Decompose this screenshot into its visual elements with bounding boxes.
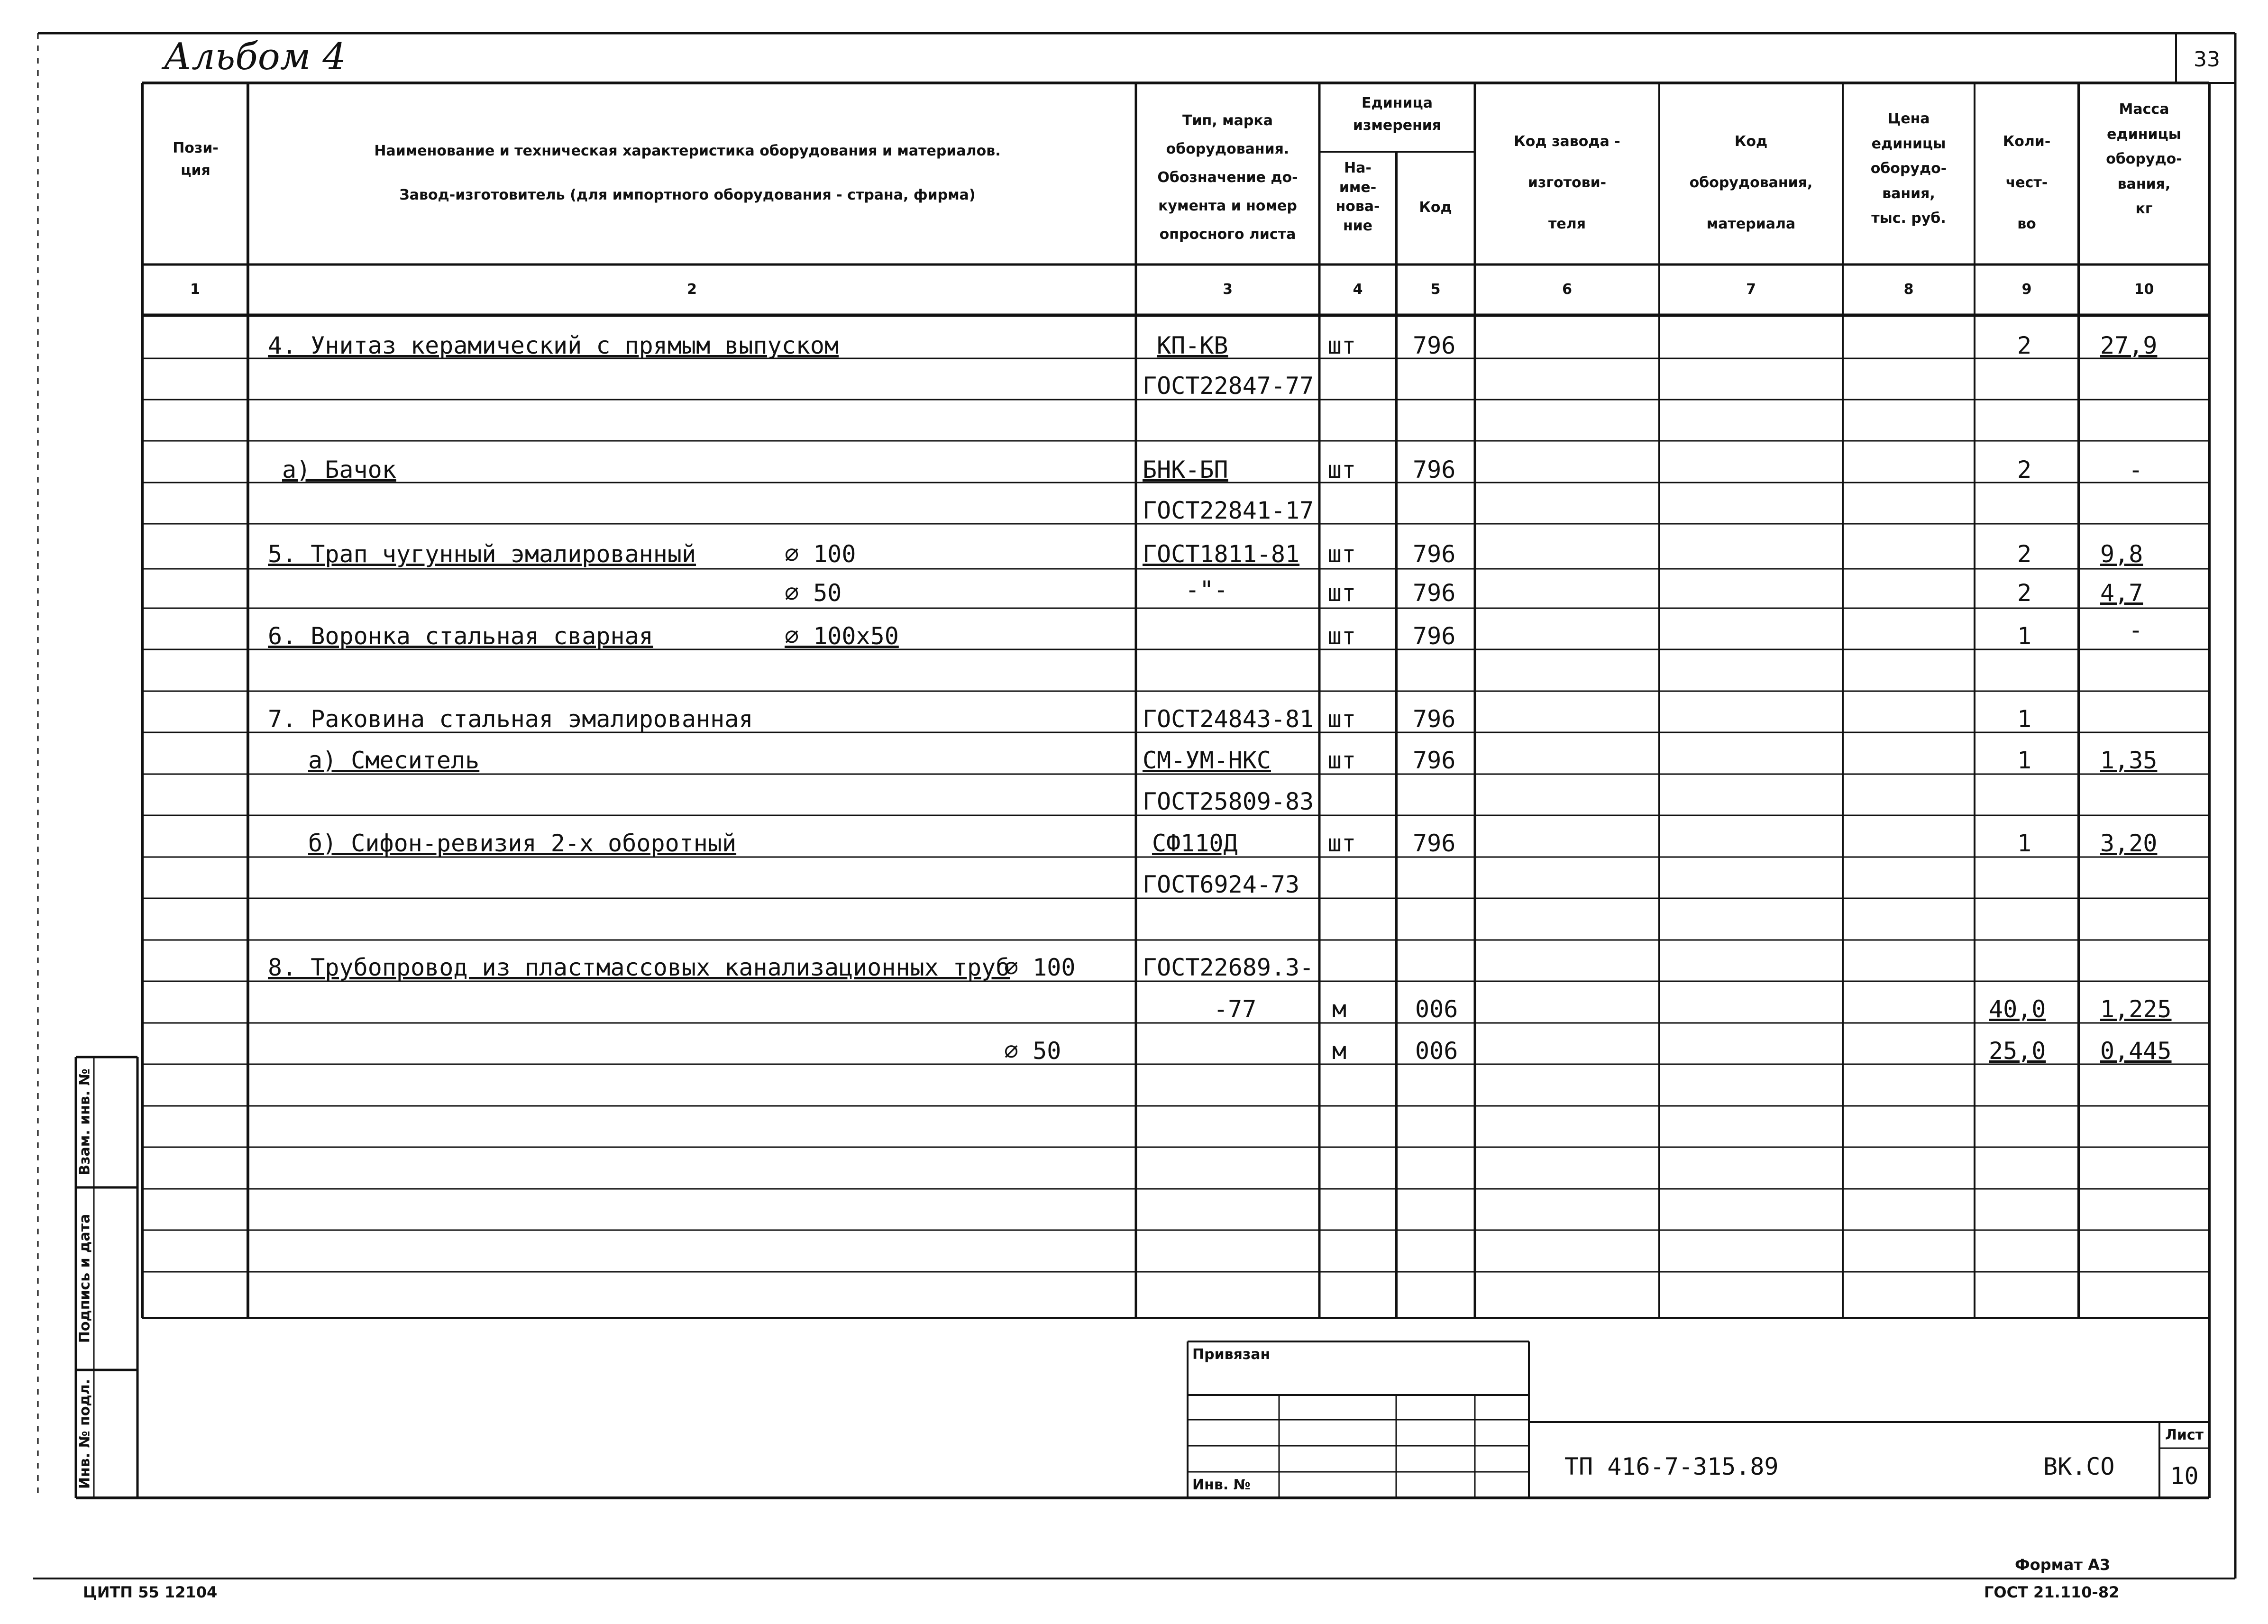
item-mass: 1,225 — [2100, 995, 2172, 1023]
col-num-7: 7 — [1746, 281, 1756, 298]
document-mark: ВК.СО — [2043, 1453, 2115, 1480]
sheet-label: Лист — [2165, 1427, 2204, 1443]
format-label: Формат А3 — [2015, 1556, 2111, 1574]
item-unit: шт — [1327, 456, 1356, 484]
col-num-10: 10 — [2134, 281, 2154, 298]
stamp-replaced-inv-label: Взам. инв. № — [76, 1068, 93, 1176]
item-type: СФ110Д — [1152, 830, 1238, 857]
col-num-6: 6 — [1562, 281, 1572, 298]
item-name: 7. Раковина стальная эмалированная — [268, 705, 753, 733]
col-header-4: На- име- нова- ние — [1335, 160, 1380, 234]
item-unit: м — [1332, 995, 1347, 1023]
col-header-5: Код — [1419, 199, 1452, 216]
item-qty: 2 — [2017, 579, 2032, 607]
footer-left: ЦИТП 55 12104 — [83, 1583, 218, 1601]
item-diameter: ⌀ 100х50 — [785, 622, 899, 650]
item-unit: шт — [1327, 830, 1356, 857]
item-mass: 27,9 — [2100, 332, 2158, 359]
item-type: БНК-БП — [1143, 456, 1228, 484]
item-diameter: ⌀ 50 — [785, 579, 842, 607]
col-num-9: 9 — [2021, 281, 2032, 298]
item-name: 8. Трубопровод из пластмассовых канализационных труб — [268, 954, 1010, 981]
item-diameter: ⌀ 50 — [1004, 1037, 1061, 1065]
inv-label: Инв. № — [1192, 1477, 1251, 1493]
item-type: ГОСТ22689.3- — [1143, 954, 1314, 981]
item-qty: 40,0 — [1989, 995, 2046, 1023]
item-name: б) Сифон-ревизия 2-х оборотный — [308, 830, 737, 857]
item-code: 796 — [1413, 830, 1456, 857]
col-header-2: Наименование и техническая характеристика оборудования и материалов. Завод-изготовитель (для импортного оборудования - страна, фирма) — [374, 143, 1001, 203]
page-number: 33 — [2194, 47, 2220, 72]
item-unit: шт — [1327, 332, 1356, 359]
item-qty: 25,0 — [1989, 1037, 2046, 1065]
stamp-original-inv-label: Инв. № подл. — [76, 1378, 93, 1489]
item-type: СМ-УМ-НКС — [1143, 747, 1271, 774]
item-name: а) Бачок — [282, 456, 396, 484]
col-num-8: 8 — [1903, 281, 1914, 298]
item-name: а) Смеситель — [308, 747, 480, 774]
item-mass: - — [2129, 616, 2143, 644]
col-header-6: Код завода - изготови- теля — [1514, 133, 1620, 232]
item-mass: 1,35 — [2100, 747, 2158, 774]
item-qty: 1 — [2017, 705, 2032, 733]
document-code: ТП 416-7-315.89 — [1564, 1453, 1779, 1480]
item-code: 796 — [1413, 579, 1456, 607]
item-diameter: ⌀ 100 — [1004, 954, 1076, 981]
unit-group-header: Единица измерения — [1353, 95, 1442, 134]
col-header-9: Коли- чест- во — [2003, 133, 2051, 232]
bound-label: Привязан — [1192, 1346, 1271, 1363]
item-type: ГОСТ6924-73 — [1143, 871, 1300, 898]
gost-standard: ГОСТ 21.110-82 — [1984, 1583, 2120, 1601]
item-code: 796 — [1413, 705, 1456, 733]
item-type: ГОСТ25809-83 — [1143, 788, 1314, 815]
item-qty: 2 — [2017, 332, 2032, 359]
item-diameter: ⌀ 100 — [785, 540, 856, 568]
item-code: 796 — [1413, 332, 1456, 359]
col-num-3: 3 — [1223, 281, 1233, 298]
item-code: 796 — [1413, 622, 1456, 650]
item-type: ГОСТ22841-17 — [1143, 497, 1314, 524]
col-header-8: Цена единицы оборудо- вания, тыс. руб. — [1870, 110, 1947, 227]
item-type: ГОСТ24843-81 — [1143, 705, 1314, 733]
item-code: 006 — [1415, 995, 1458, 1023]
col-header-1: Пози- ция — [173, 140, 219, 179]
item-type: -77 — [1214, 995, 1257, 1023]
item-mass: 0,445 — [2100, 1037, 2172, 1065]
col-header-7: Код оборудования, материала — [1689, 133, 1813, 232]
item-type: -"- — [1185, 576, 1228, 603]
item-type: ГОСТ22847-77 — [1143, 372, 1314, 400]
item-qty: 2 — [2017, 540, 2032, 568]
album-note: Альбом 4 — [164, 36, 346, 78]
col-num-2: 2 — [687, 281, 697, 298]
col-num-5: 5 — [1430, 281, 1441, 298]
item-code: 796 — [1413, 747, 1456, 774]
item-mass: 9,8 — [2100, 540, 2143, 568]
item-unit: шт — [1327, 705, 1356, 733]
sheet-number: 10 — [2170, 1462, 2199, 1490]
col-num-1: 1 — [190, 281, 200, 298]
item-qty: 1 — [2017, 830, 2032, 857]
item-mass: 3,20 — [2100, 830, 2158, 857]
item-type: КП-КВ — [1157, 332, 1228, 359]
item-mass: 4,7 — [2100, 579, 2143, 607]
item-type: ГОСТ1811-81 — [1143, 540, 1300, 568]
col-num-4: 4 — [1353, 281, 1363, 298]
item-unit: шт — [1327, 747, 1356, 774]
stamp-signature-date-label: Подпись и дата — [76, 1213, 93, 1343]
item-name: 4. Унитаз керамический с прямым выпуском — [268, 332, 839, 359]
item-name: 6. Воронка стальная сварная — [268, 622, 653, 650]
item-unit: шт — [1327, 622, 1356, 650]
item-name: 5. Трап чугунный эмалированный — [268, 540, 696, 568]
col-header-10: Масса единицы оборудо- вания, кг — [2106, 101, 2182, 217]
item-unit: шт — [1327, 579, 1356, 607]
item-qty: 1 — [2017, 622, 2032, 650]
item-mass: - — [2129, 456, 2143, 484]
item-code: 796 — [1413, 456, 1456, 484]
item-unit: м — [1332, 1037, 1347, 1065]
item-code: 006 — [1415, 1037, 1458, 1065]
col-header-3: Тип, марка оборудования. Обозначение до- кумента и номер опросного листа — [1157, 112, 1298, 243]
item-code: 796 — [1413, 540, 1456, 568]
item-qty: 1 — [2017, 747, 2032, 774]
item-qty: 2 — [2017, 456, 2032, 484]
item-unit: шт — [1327, 540, 1356, 568]
